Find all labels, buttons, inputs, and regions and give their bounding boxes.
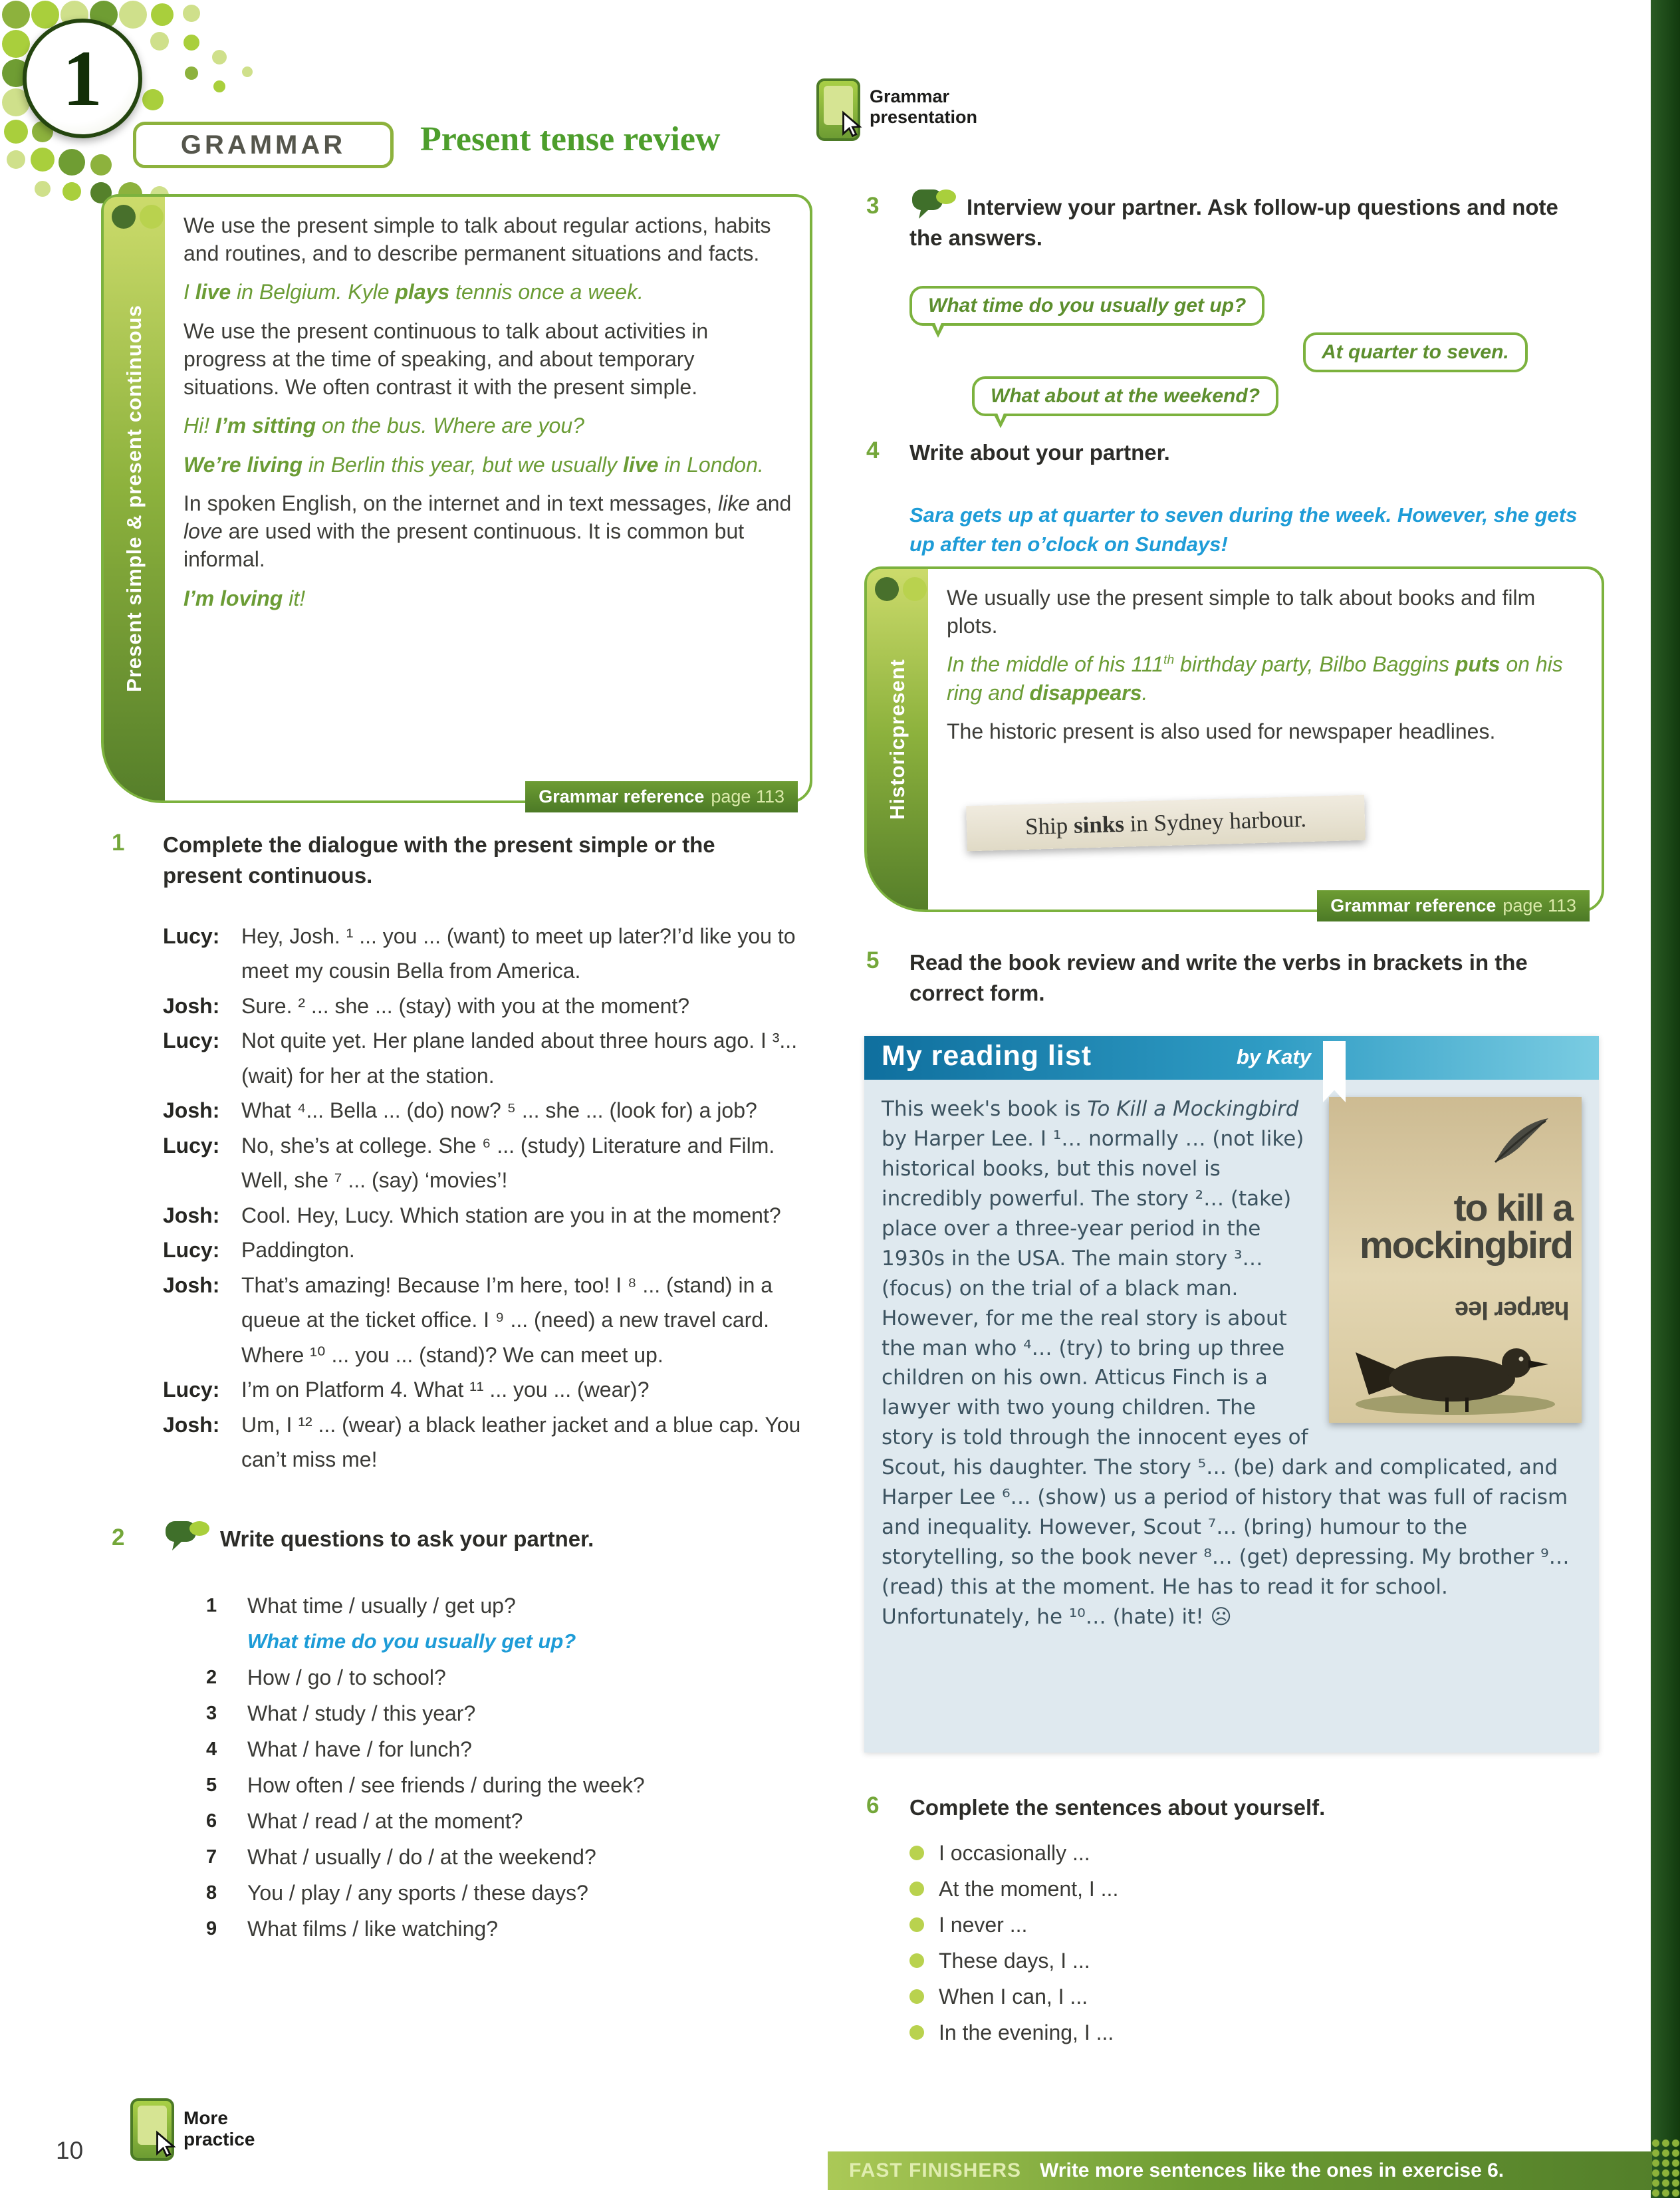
list-item: 8 You / play / any sports / these days? [206,1881,588,1905]
speech-bubbles-icon [163,1519,211,1553]
grammar-example: I live in Belgium. Kyle plays tennis once a week. [183,280,644,305]
exercise-6-list [909,1835,1118,2050]
list-item: 5 How often / see friends / during the week? [206,1773,645,1797]
exercise-2-list [206,1588,645,1947]
speech-bubbles-icon [909,187,957,221]
bullet-icon [909,2025,924,2040]
list-item: 3 What / study / this year? [206,1701,476,1725]
grammar-box-side-strip [867,569,928,910]
dialogue-line: Josh: What ⁴... Bella ... (do) now? ⁵ ... she ... (look for) a job? [163,1098,757,1123]
grammar-rule: In spoken English, on the internet and in text messages, like and love are used with the present continuous. It is common but informal. [183,491,792,572]
exercise-4-title: Write about your partner. [909,440,1170,465]
speech-bubble: What time do you usually get up? [909,286,1264,326]
list-item: 4 What / have / for lunch? [206,1737,472,1761]
grammar-example: In the middle of his 111th birthday party, Bilbo Baggins puts on his ring and disappears. [947,652,1563,705]
grammar-box-content [947,584,1586,756]
exercise-5-title: Read the book review and write the verbs in brackets in the correct form. [909,950,1528,1005]
grammar-box-side-label: Present simple & present continuous [122,305,146,693]
decorative-dot-dark [112,205,136,229]
exercise-1-dialogue [163,919,813,1477]
dialogue-line: Josh: Cool. Hey, Lucy. Which station are you in at the moment? [163,1203,781,1227]
reading-list-title: My reading list [882,1040,1092,1072]
bullet-icon [909,1882,924,1896]
unit-number: 1 [62,34,102,122]
exercise-2-title: Write questions to ask your partner. [163,1519,801,1554]
dialogue-line: Lucy: I’m on Platform 4. What ¹¹ ... you ... (wear)? [163,1378,650,1402]
fast-finishers-bar [828,2151,1652,2190]
grammar-box-side-label: Historic present [885,658,909,820]
book-cover-author: harper lee [1455,1296,1570,1324]
grammar-rule: The historic present is also used for newspaper headlines. [947,719,1496,743]
grammar-reference-badge[interactable]: Grammar reference page 113 [1317,890,1590,921]
exercise-3-title: Interview your partner. Ask follow-up questions and note the answers. [909,187,1581,253]
page-edge-dots [1651,2138,1680,2198]
example-answer: Sara gets up at quarter to seven during the week. However, she gets up after ten o’clock on Sundays! [909,503,1578,556]
grammar-rule: We use the present simple to talk about regular actions, habits and routines, and to describe permanent situations and facts. [183,213,771,266]
list-item: In the evening, I ... [909,2015,1118,2050]
list-item: I never ... [909,1907,1118,1943]
fast-finishers-label: FAST FINISHERS [849,2159,1022,2181]
exercise-5-number: 5 [866,947,880,973]
dialogue-line: Josh: Um, I ¹² ... (wear) a black leather jacket and a blue cap. You can’t miss me! [163,1412,801,1472]
newspaper-clipping: Ship sinks in Sydney harbour. [966,795,1366,852]
bullet-icon [909,1989,924,2004]
dialogue-line: Josh: Sure. ² ... she ... (stay) with you at the moment? [163,993,690,1018]
bullet-icon [909,1917,924,1932]
exercise-3-number: 3 [866,193,880,219]
bullet-icon [909,1846,924,1860]
page-title: Present tense review [420,120,721,158]
list-item: When I can, I ... [909,1979,1118,2015]
decorative-dot-light [903,577,927,601]
grammar-box-content [183,211,794,623]
grammar-presentation-label: Grammar presentation [870,86,978,128]
grammar-reference-badge[interactable]: Grammar reference page 113 [525,781,798,812]
dialogue-line: Lucy: Not quite yet. Her plane landed about three hours ago. I ³... (wait) for her at the station. [163,1029,798,1088]
speech-bubble: What about at the weekend? [972,376,1278,416]
list-item: 2 How / go / to school? [206,1665,446,1689]
dialogue-line: Josh: That’s amazing! Because I’m here, too! I ⁸ ... (stand) in a queue at the ticket office. I ⁹ ... (need) a new travel card. Where ¹⁰ ... you ... (stand)? We can meet up. [163,1273,773,1367]
list-item: 6 What / read / at the moment? [206,1809,523,1833]
more-practice-label: More practice [183,2108,255,2150]
grammar-presentation-link[interactable] [816,78,1096,152]
mockingbird-illustration [1329,1326,1582,1419]
feather-icon [1487,1114,1554,1167]
grammar-example: We’re living in Berlin this year, but we usually live in London. [183,452,764,477]
bullet-icon [909,1953,924,1968]
hand-cursor-icon [150,2130,178,2158]
page-number: 10 [56,2137,84,2164]
grammar-rule: We usually use the present simple to talk about books and film plots. [947,586,1536,638]
book-review-text: This week's book is To Kill a Mockingbird by Harper Lee. I ¹… normally … (not like) historical books, but this novel is incredibly powerful. The story ²… (take) place over a three-year period in the 1930s in the USA. The main story ³… (focus) on the trial of a black man. However, for me the real story is about the man who ⁴… (try) to bring up three children on his own. Atticus Finch is a lawyer with two young children. The story is told through the innocent eyes of Scout, his daughter. The story ⁵… (be) dark and complicated, and Harper Lee ⁶… (show) us a period of history that was full of racism and inequality. However, Scout ⁷… (bring) humour to the storytelling, so the book never ⁸… (get) depressing. My brother ⁹… (read) this at the moment. He has to read it for school. Unfortunately, he ¹⁰… (hate) it! ☹ [882,1097,1570,1629]
exercise-1-title: Complete the dialogue with the present simple or the present continuous. [163,832,715,888]
reading-list-panel [864,1036,1599,1753]
exercise-4-number: 4 [866,437,880,463]
dialogue-line: Lucy: Hey, Josh. ¹ ... you ... (want) to meet up later?I’d like you to meet my cousin Bella from America. [163,924,796,983]
grammar-section-label: GRAMMAR [133,122,394,168]
grammar-example: I’m loving it! [183,586,306,610]
decorative-dot-light [140,205,164,229]
book-cover-title: to kill a mockingbird [1359,1187,1572,1267]
page-edge-bar [1651,0,1680,2198]
dialogue-line: Lucy: Paddington. [163,1238,355,1263]
exercise-2-number: 2 [112,1525,125,1550]
grammar-rule: We use the present continuous to talk about activities in progress at the time of speaking, and about temporary situations. We often contrast it with the present simple. [183,318,709,400]
exercise-1-number: 1 [112,830,125,856]
book-review-text-area [864,1080,1599,1753]
list-item: These days, I ... [909,1943,1118,1979]
exercise-6-title: Complete the sentences about yourself. [909,1795,1326,1820]
dialogue-line: Lucy: No, she’s at college. She ⁶ ... (study) Literature and Film. Well, she ⁷ ... (say) ‘movies’! [163,1133,775,1193]
unit-number-badge [23,19,142,138]
grammar-box-historic-present [864,566,1604,916]
grammar-box-present-tenses [101,194,812,806]
list-item: 9 What films / like watching? [206,1917,499,1941]
list-item: 7 What / usually / do / at the weekend? [206,1845,596,1869]
hand-cursor-icon [836,110,864,138]
decorative-dot-dark [875,577,899,601]
fast-finishers-text: Write more sentences like the ones in exercise 6. [1040,2159,1504,2181]
list-item: 1 What time / usually / get up? [206,1594,516,1618]
list-item: At the moment, I ... [909,1871,1118,1907]
grammar-example: Hi! I’m sitting on the bus. Where are you? [183,414,584,438]
list-item: I occasionally ... [909,1835,1118,1871]
exercise-6-number: 6 [866,1792,880,1818]
more-practice-link[interactable] [130,2098,330,2178]
grammar-box-side-strip [104,197,165,800]
speech-bubble: At quarter to seven. [1303,332,1528,372]
reading-list-byline: by Katy [1237,1045,1311,1068]
reading-list-header [864,1036,1599,1080]
book-cover-image [1329,1097,1582,1423]
example-answer: What time do you usually get up? [247,1630,576,1653]
